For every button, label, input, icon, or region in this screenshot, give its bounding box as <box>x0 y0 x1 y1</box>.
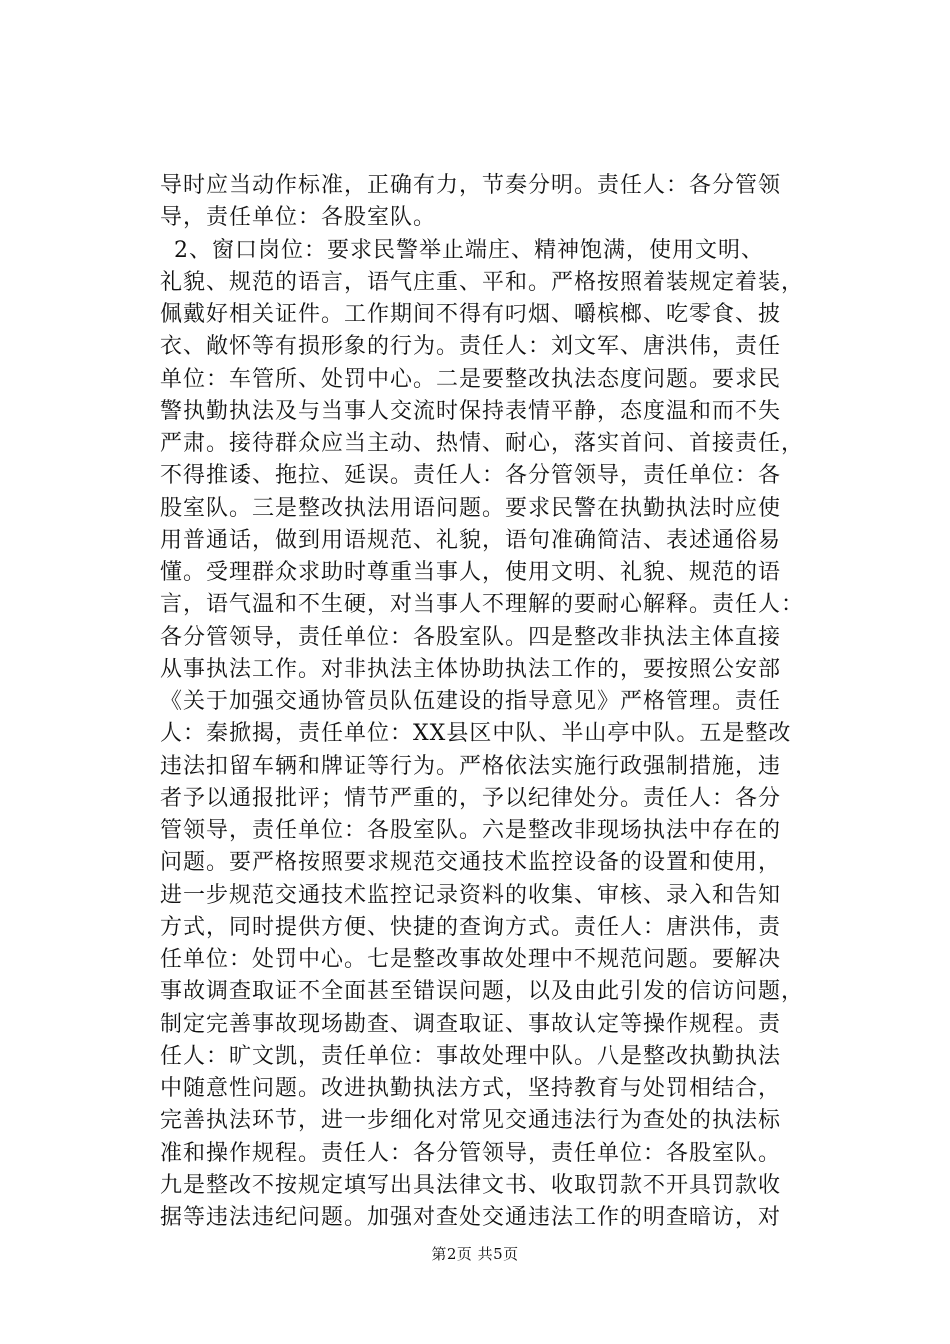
text-line: 2、窗口岗位：要求民警举止端庄、精神饱满，使用文明、 <box>174 237 764 263</box>
text-line: 言，语气温和不生硬，对当事人不理解的要耐心解释。责任人： <box>160 592 805 618</box>
text-line: 者予以通报批评；情节严重的，予以纪律处分。责任人：各分 <box>160 785 782 811</box>
text-line: 制定完善事故现场勘查、调查取证、事故认定等操作规程。责 <box>160 1011 782 1037</box>
text-line: 九是整改不按规定填写出具法律文书、收取罚款不开具罚款收 <box>160 1172 782 1198</box>
text-line: 完善执法环节，进一步细化对常见交通违法行为查处的执法标 <box>160 1108 782 1134</box>
text-line: 严肃。接待群众应当主动、热情、耐心，落实首问、首接责任， <box>160 431 805 456</box>
text-line: 从事执法工作。对非执法主体协助执法工作的，要按照公安部 <box>160 656 782 682</box>
text-line: 《关于加强交通协管员队伍建设的指导意见》严格管理。责任 <box>160 689 782 714</box>
text-line: 管领导，责任单位：各股室队。六是整改非现场执法中存在的 <box>160 818 782 843</box>
text-line: 衣、敞怀等有损形象的行为。责任人：刘文军、唐洪伟，责任 <box>160 334 782 360</box>
text-line: 方式，同时提供方便、快捷的查询方式。责任人：唐洪伟，责 <box>160 914 782 940</box>
page-number: 第2页 共5页 <box>431 1245 519 1263</box>
text-line: 准和操作规程。责任人：各分管领导，责任单位：各股室队。 <box>160 1140 782 1166</box>
text-line: 中随意性问题。改进执勤执法方式，坚持教育与处罚相结合， <box>160 1076 782 1101</box>
text-line: 警执勤执法及与当事人交流时保持表情平静，态度温和而不失 <box>160 398 782 424</box>
text-line: 单位：车管所、处罚中心。二是要整改执法态度问题。要求民 <box>160 366 782 392</box>
text-line: 各分管领导，责任单位：各股室队。四是整改非执法主体直接 <box>160 624 782 650</box>
text-line: 任人：旷文凯，责任单位：事故处理中队。八是整改执勤执法 <box>160 1043 782 1069</box>
text-line: 懂。受理群众求助时尊重当事人，使用文明、礼貌、规范的语 <box>160 560 782 585</box>
text-line: 问题。要严格按照要求规范交通技术监控设备的设置和使用， <box>160 850 782 876</box>
text-line: 礼貌、规范的语言，语气庄重、平和。严格按照着装规定着装， <box>160 269 805 295</box>
text-line: 进一步规范交通技术监控记录资料的收集、审核、录入和告知 <box>160 882 782 908</box>
text-line: 用普通话，做到用语规范、礼貌，语句准确简洁、表述通俗易 <box>160 527 782 553</box>
text-line: 不得推诿、拖拉、延误。责任人：各分管领导，责任单位：各 <box>160 463 782 489</box>
text-line: 导，责任单位：各股室队。 <box>160 205 437 231</box>
text-line: 据等违法违纪问题。加强对查处交通违法工作的明查暗访，对 <box>160 1205 782 1230</box>
text-line: 导时应当动作标准，正确有力，节奏分明。责任人：各分管领 <box>160 173 782 198</box>
text-line: 任单位：处罚中心。七是整改事故处理中不规范问题。要解决 <box>160 947 782 972</box>
text-line: 股室队。三是整改执法用语问题。要求民警在执勤执法时应使 <box>160 495 782 521</box>
text-line: 事故调查取证不全面甚至错误问题，以及由此引发的信访问题， <box>160 979 805 1005</box>
body-text <box>160 170 840 1234</box>
text-line: 违法扣留车辆和牌证等行为。严格依法实施行政强制措施，违 <box>160 753 782 779</box>
text-line: 人：秦掀揭，责任单位：XX县区中队、半山亭中队。五是整改 <box>160 721 792 747</box>
text-line: 佩戴好相关证件。工作期间不得有叼烟、嚼槟榔、吃零食、披 <box>160 302 782 327</box>
